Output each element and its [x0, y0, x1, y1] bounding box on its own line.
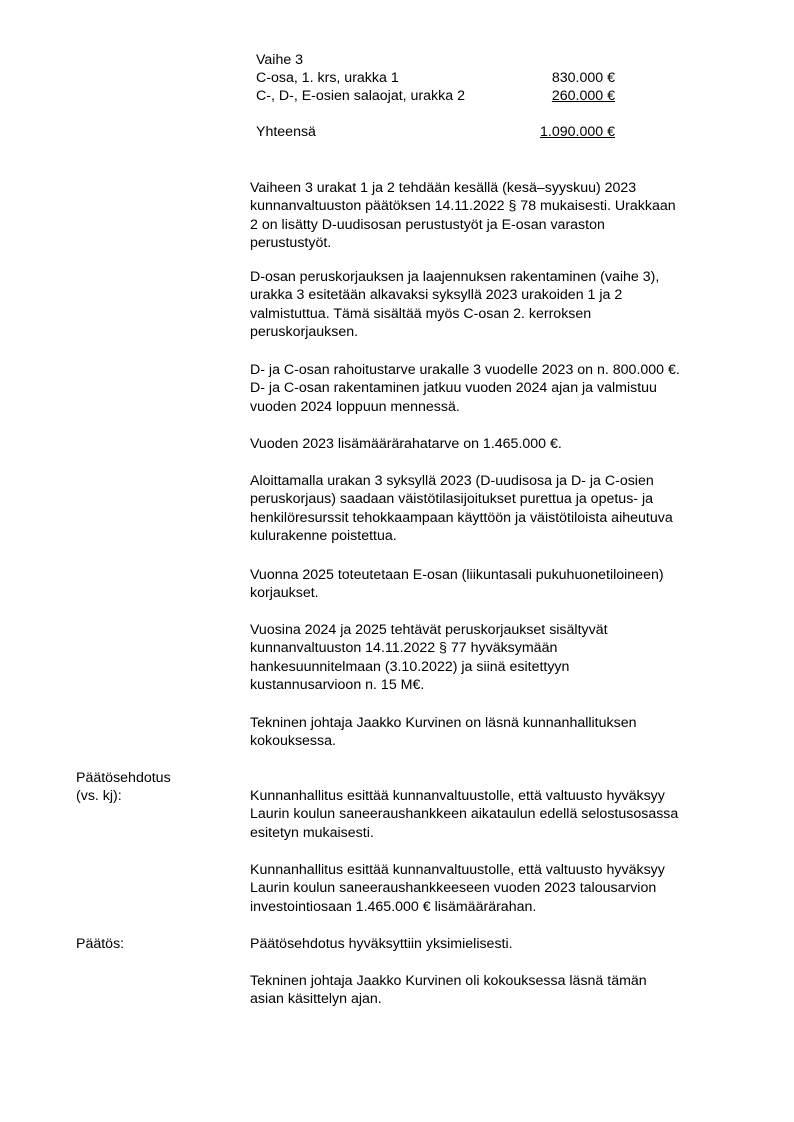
text-line: henkilöresurssit tehokkaampaan käyttöön ja väistötiloista aiheutuva — [250, 509, 673, 526]
text-line: kustannusarvioon n. 15 M€. — [250, 677, 425, 694]
text-line: kunnanvaltuuston 14.11.2022 § 77 hyväksymään — [250, 640, 558, 657]
text-line: Tekninen johtaja Jaakko Kurvinen on läsnä kunnanhallituksen — [250, 715, 637, 731]
decision-paragraph — [250, 972, 750, 1009]
proposal-paragraph — [250, 861, 750, 916]
total-amount: 1.090.000 € — [540, 124, 615, 140]
paragraph — [250, 472, 750, 546]
text-line: 2 on lisätty D-uudisosan perustustyöt ja E-osan varaston — [250, 216, 605, 233]
paragraph — [250, 268, 750, 342]
text-line: perustustyöt. — [250, 235, 332, 252]
text-line: Kunnanhallitus esittää kunnanvaltuustolle, että valtuusto hyväksyy — [250, 862, 665, 878]
paragraph — [250, 179, 750, 253]
proposal-label: Päätösehdotus — [76, 770, 171, 786]
text-line: valmistuttua. Tämä sisältää myös C-osan 2. kerroksen — [250, 305, 592, 322]
phase-heading: Vaihe 3 — [256, 52, 304, 68]
cost-row-label: C-osa, 1. krs, urakka 1 — [256, 70, 399, 86]
text-line: vuoden 2024 loppuun mennessä. — [250, 398, 460, 415]
paragraph — [250, 361, 750, 416]
cost-row-amount: 830.000 € — [551, 70, 615, 86]
proposal-label-sub: (vs. kj): — [76, 788, 122, 804]
text-line: korjaukset. — [250, 585, 319, 602]
paragraph — [250, 714, 750, 751]
text-line: investointiosaan 1.465.000 € lisämäärärahan. — [250, 898, 537, 915]
text-line: Vuosina 2024 ja 2025 tehtävät peruskorjaukset sisältyvät — [250, 622, 608, 638]
text-line: Tekninen johtaja Jaakko Kurvinen oli kokouksessa läsnä tämän — [250, 973, 647, 989]
text-line: Vuonna 2025 toteutetaan E-osan (liikuntasali pukuhuonetiloineen) — [250, 567, 664, 583]
text-line: peruskorjauksen. — [250, 324, 359, 341]
text-line: kulurakenne poistettua. — [250, 528, 397, 545]
text-line: Kunnanhallitus esittää kunnanvaltuustolle, että valtuusto hyväksyy — [250, 788, 665, 804]
cost-row-label: C-, D-, E-osien salaojat, urakka 2 — [256, 88, 465, 104]
text-line: Päätösehdotus hyväksyttiin yksimielisesti. — [250, 936, 513, 952]
text-line: urakka 3 esitetään alkavaksi syksyllä 2023 urakoiden 1 ja 2 — [250, 287, 623, 304]
text-line: asian käsittelyn ajan. — [250, 991, 382, 1008]
decision-label: Päätös: — [76, 936, 125, 952]
paragraph — [250, 566, 750, 603]
paragraph — [250, 435, 750, 453]
text-line: esitetyn mukaisesti. — [250, 824, 374, 841]
decision-paragraph — [250, 935, 750, 953]
text-line: kunnanvaltuuston päätöksen 14.11.2022 § 78 mukaisesti. Urakkaan — [250, 198, 676, 215]
text-line: D- ja C-osan rakentaminen jatkuu vuoden 2024 ajan ja valmistuu — [250, 380, 657, 397]
text-line: Laurin koulun saneeraushankkeeseen vuoden 2023 talousarvion — [250, 880, 657, 897]
text-line: peruskorjaus) saadaan väistötilasijoitukset purettua ja opetus- ja — [250, 491, 653, 508]
text-line: hankesuunnitelmaan (3.10.2022) ja siinä esitettyyn — [250, 658, 570, 675]
paragraph — [250, 621, 750, 695]
text-line: Vuoden 2023 lisämäärärahatarve on 1.465.000 €. — [250, 436, 562, 452]
text-line: kokouksessa. — [250, 733, 336, 750]
text-line: Vaiheen 3 urakat 1 ja 2 tehdään kesällä (kesä–syyskuu) 2023 — [250, 180, 637, 196]
text-line: D-osan peruskorjauksen ja laajennuksen rakentaminen (vaihe 3), — [250, 269, 660, 285]
text-line: Aloittamalla urakan 3 syksyllä 2023 (D-uudisosa ja D- ja C-osien — [250, 473, 654, 489]
total-label: Yhteensä — [256, 124, 316, 140]
cost-row-amount: 260.000 € — [551, 88, 615, 104]
text-line: D- ja C-osan rahoitustarve urakalle 3 vuodelle 2023 on n. 800.000 €. — [250, 362, 680, 378]
text-line: Laurin koulun saneeraushankkeen aikataulun edellä selostusosassa — [250, 806, 679, 823]
proposal-paragraph — [250, 787, 750, 842]
